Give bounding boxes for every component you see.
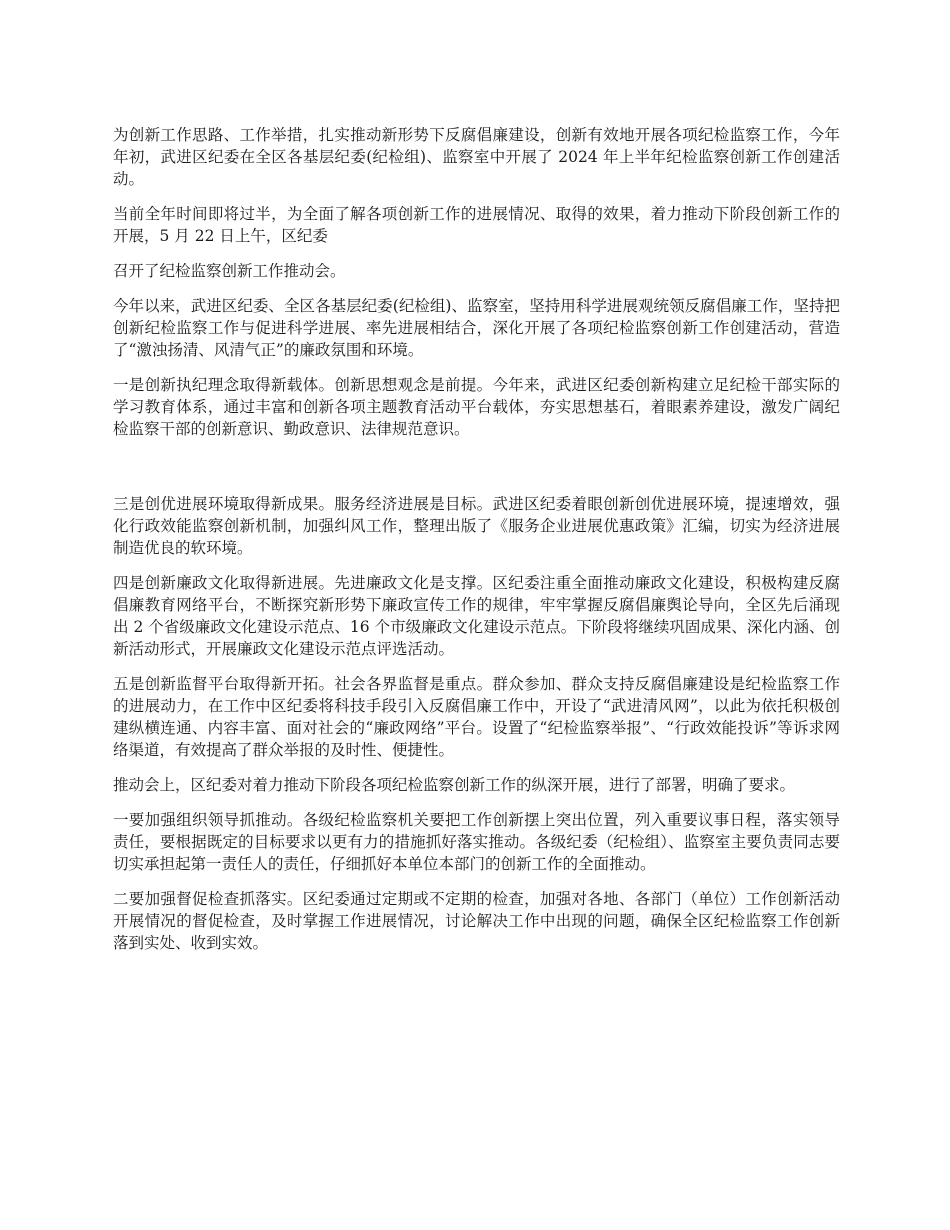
paragraph-point-five: 五是创新监督平台取得新开拓。社会各界监督是重点。群众参加、群众支持反腐倡廉建设是纪检监察工作的进展动力，在工作中区纪委将科技手段引入反腐倡廉工作中，开设了“武进清风网”，以此为依托积极创建纵横连通、内容丰富、面对社会的“廉政网络”平台。设置了“纪检监察举报”、“行政效能投诉”等诉求网络渠道，有效提高了群众举报的及时性、便捷性。 bbox=[113, 675, 840, 759]
paragraph-meeting: 召开了纪检监察创新工作推动会。 bbox=[113, 262, 346, 280]
paragraph-overview: 今年以来，武进区纪委、全区各基层纪委(纪检组)、监察室，坚持用科学进展观统领反腐倡廉工作，坚持把创新纪检监察工作与促进科学进展、率先进展相结合，深化开展了各项纪检监察创新工作创建活动，营造了“激浊扬清、风清气正”的廉政氛围和环境。 bbox=[113, 297, 840, 359]
paragraph-point-four: 四是创新廉政文化取得新进展。先进廉政文化是支撑。区纪委注重全面推动廉政文化建设，积极构建反腐倡廉教育网络平台，不断探究新形势下廉政宣传工作的规律，牢牢掌握反腐倡廉舆论导向，全区先后涌现出 2 个省级廉政文化建设示范点、16 个市级廉政文化建设示范点。下阶段将继续巩固成果、深化内涵、创新活动形式，开展廉政文化建设示范点评选活动。 bbox=[113, 574, 840, 658]
paragraph-intro: 为创新工作思路、工作举措，扎实推动新形势下反腐倡廉建设，创新有效地开展各项纪检监察工作，今年年初，武进区纪委在全区各基层纪委(纪检组)、监察室中开展了 2024 年上半年纪检监察创新工作创建活动。 bbox=[113, 126, 840, 188]
document-body bbox=[113, 124, 840, 967]
paragraph-gap bbox=[113, 453, 840, 493]
paragraph-requirement-one: 一要加强组织领导抓推动。各级纪检监察机关要把工作创新摆上突出位置，列入重要议事日程，落实领导责任，要根据既定的目标要求以更有力的措施抓好落实推动。各级纪委（纪检组）、监察室主要负责同志要切实承担起第一责任人的责任，仔细抓好本单位本部门的创新工作的全面推动。 bbox=[113, 811, 840, 873]
paragraph-deployment: 推动会上，区纪委对着力推动下阶段各项纪检监察创新工作的纵深开展，进行了部署，明确了要求。 bbox=[113, 776, 796, 794]
paragraph-point-three: 三是创优进展环境取得新成果。服务经济进展是目标。武进区纪委着眼创新创优进展环境，提速增效，强化行政效能监察创新机制，加强纠风工作，整理出版了《服务企业进展优惠政策》汇编，切实为经济进展制造优良的软环境。 bbox=[113, 495, 840, 557]
paragraph-background: 当前全年时间即将过半，为全面了解各项创新工作的进展情况、取得的效果，着力推动下阶段创新工作的开展，5 月 22 日上午，区纪委 bbox=[113, 205, 840, 245]
paragraph-point-one: 一是创新执纪理念取得新载体。创新思想观念是前提。今年来，武进区纪委创新构建立足纪检干部实际的学习教育体系，通过丰富和创新各项主题教育活动平台载体，夯实思想基石，着眼素养建设，激发广阔纪检监察干部的创新意识、勤政意识、法律规范意识。 bbox=[113, 376, 840, 438]
paragraph-requirement-two: 二要加强督促检查抓落实。区纪委通过定期或不定期的检查，加强对各地、各部门（单位）工作创新活动开展情况的督促检查，及时掌握工作进展情况，讨论解决工作中出现的问题，确保全区纪检监察工作创新落到实处、收到实效。 bbox=[113, 890, 840, 952]
